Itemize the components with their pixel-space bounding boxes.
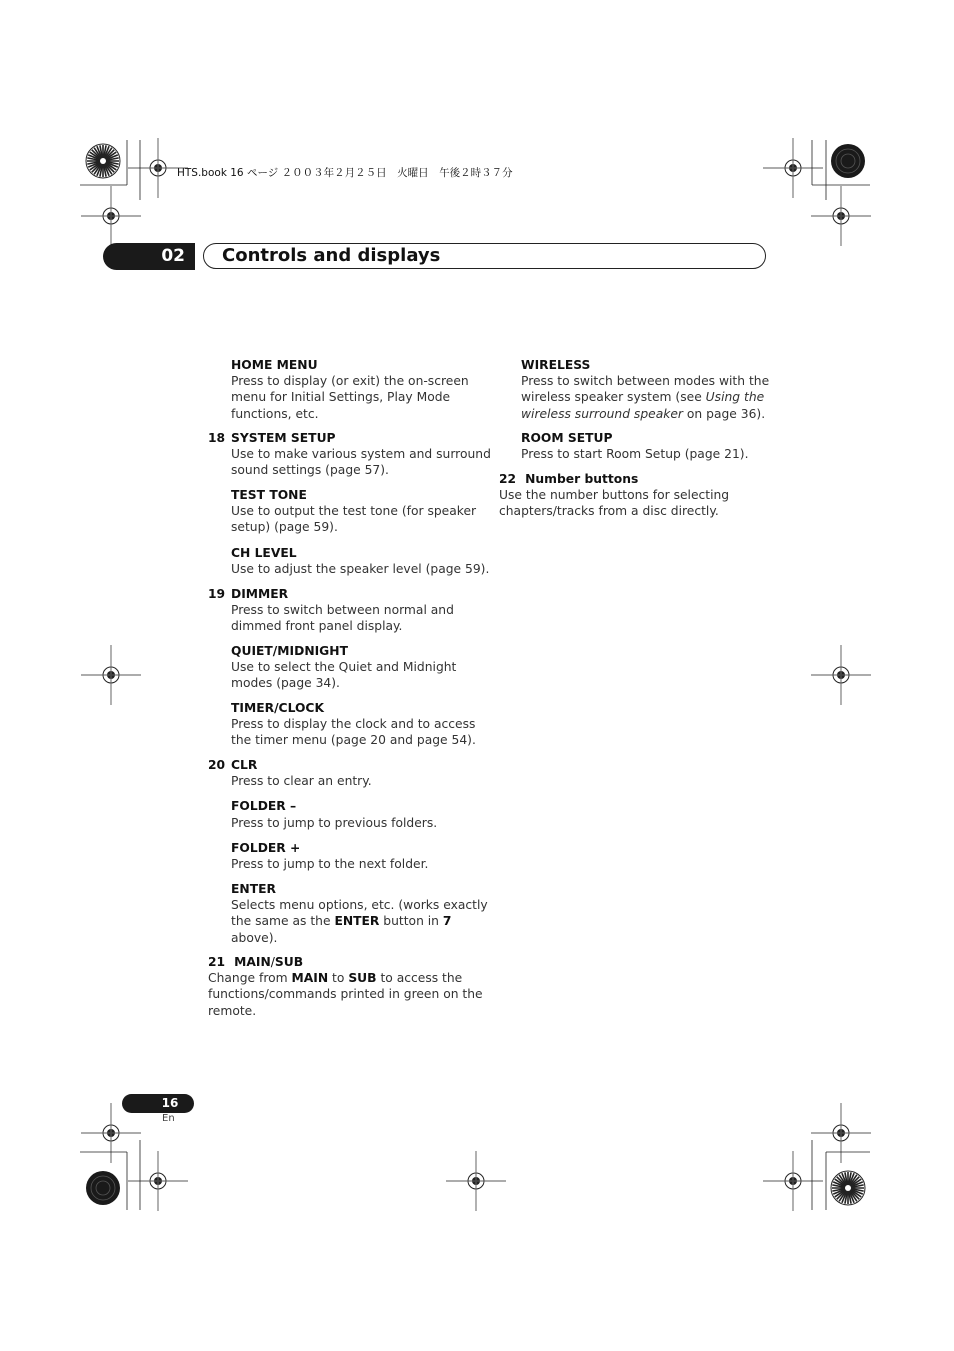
starburst-icon [831,1171,865,1205]
entry-text: Use to make various system and surround [231,447,491,462]
entry-title: TIMER/CLOCK [231,701,324,715]
registration-mark-icon [446,1151,506,1211]
page-number-badge: 16 [122,1094,194,1113]
entry-text: modes (page 34). [231,676,340,691]
entry-title: FOLDER – [231,799,297,813]
entry-title: ENTER [231,882,276,896]
entry-text [521,389,769,405]
entry-test-tone [231,487,476,536]
slash-label: / [270,955,275,969]
entry-ch-level [231,545,489,577]
item-number-ref: 7 [442,914,452,929]
entry-system-setup [231,430,491,479]
entry-enter [231,881,488,946]
entry-folder-minus [231,798,437,831]
entry-text: Press to switch between normal and [231,603,454,618]
entry-text: chapters/tracks from a disc directly. [499,504,719,519]
entry-text: functions/commands printed in green on the [208,987,483,1002]
entry-text: Selects menu options, etc. (works exactly [231,898,488,913]
entry-title [208,954,483,970]
entry-text: Press to start Room Setup (page 21). [521,447,749,462]
entry-dimmer [231,586,454,635]
registration-mark-icon [811,645,871,705]
entry-text: Use to adjust the speaker level (page 59). [231,562,490,577]
main-ref: MAIN [291,971,329,986]
entry-text: menu for Initial Settings, Play Mode [231,390,451,405]
registration-mark-icon [811,1103,871,1163]
entry-text: Use to select the Quiet and Midnight [231,660,457,675]
main-label: MAIN [234,955,271,969]
entry-text: Press to display the clock and to access [231,717,476,732]
text-run: Change from [208,971,292,986]
entry-text: Press to jump to previous folders. [231,816,438,831]
entry-text: Press to clear an entry. [231,774,372,789]
entry-text: functions, etc. [231,406,319,421]
entry-text: Press to display (or exit) the on-screen [231,374,469,389]
entry-timer-clock [231,700,476,749]
entry-title: WIRELESS [521,358,591,372]
entry-title: CH LEVEL [231,546,297,560]
entry-title: QUIET/MIDNIGHT [231,644,348,658]
entry-wireless [521,357,769,422]
entry-text [208,970,483,986]
entry-text: remote. [208,1003,257,1018]
entry-number: 22 [499,472,517,486]
entry-text [521,406,769,422]
entry-title: TEST TONE [231,488,307,502]
entry-number: 18 [208,431,226,445]
text-run: on page 36). [683,406,766,421]
entry-room-setup [521,430,748,462]
entry-title: HOME MENU [231,358,318,372]
entry-main-sub [208,954,483,1019]
crop-header-text: HTS.book 16 ページ ２００３年２月２５日 火曜日 午後２時３７分 [177,167,513,179]
entry-home-menu [231,357,469,422]
registration-mark-icon [81,645,141,705]
entry-number: 20 [208,758,226,772]
entry-title: ROOM SETUP [521,431,613,445]
entry-title: FOLDER + [231,841,301,855]
entry-text: setup) (page 59). [231,520,338,535]
language-label: En [162,1113,175,1124]
registration-mark-icon [763,138,823,198]
entry-text: sound settings (page 57). [231,463,389,478]
starburst-icon [86,144,120,178]
entry-text: Use the number buttons for selecting [499,488,730,503]
entry-clr [231,757,372,789]
starburst-icon [831,144,865,178]
entry-quiet-midnight [231,643,456,692]
registration-mark-icon [128,1151,188,1211]
text-run: the same as the [231,914,335,929]
entry-text: the timer menu (page 20 and page 54). [231,733,476,748]
entry-text: Press to switch between modes with the [521,374,770,389]
entry-text [231,913,488,929]
sub-label: SUB [274,955,304,969]
entry-title: DIMMER [231,587,289,601]
entry-text: dimmed front panel display. [231,619,403,634]
entry-number-buttons [499,471,729,520]
entry-text: Use to output the test tone (for speaker [231,504,477,519]
entry-title: SYSTEM SETUP [231,431,336,445]
chapter-number-badge: 02 [103,243,195,270]
cross-reference: Using the [705,390,765,405]
text-run: to access the [376,971,463,986]
entry-title: CLR [231,758,258,772]
chapter-title: Controls and displays [222,245,441,266]
registration-mark-icon [763,1151,823,1211]
registration-mark-icon [811,186,871,246]
entry-text: Press to jump to the next folder. [231,857,429,872]
entry-number: 19 [208,587,226,601]
entry-text: above). [231,930,278,945]
registration-mark-icon [81,186,141,246]
enter-button-ref: ENTER [334,914,380,929]
text-run: to [328,971,349,986]
cross-reference: wireless surround speaker [521,406,683,421]
starburst-icon [86,1171,120,1205]
entry-number: 21 [208,955,226,969]
entry-title-text: Number buttons [525,472,639,486]
sub-ref: SUB [348,971,377,986]
text-run: button in [379,914,443,929]
text-run: wireless speaker system (see [521,390,706,405]
entry-folder-plus [231,840,428,872]
entry-title [499,471,729,487]
